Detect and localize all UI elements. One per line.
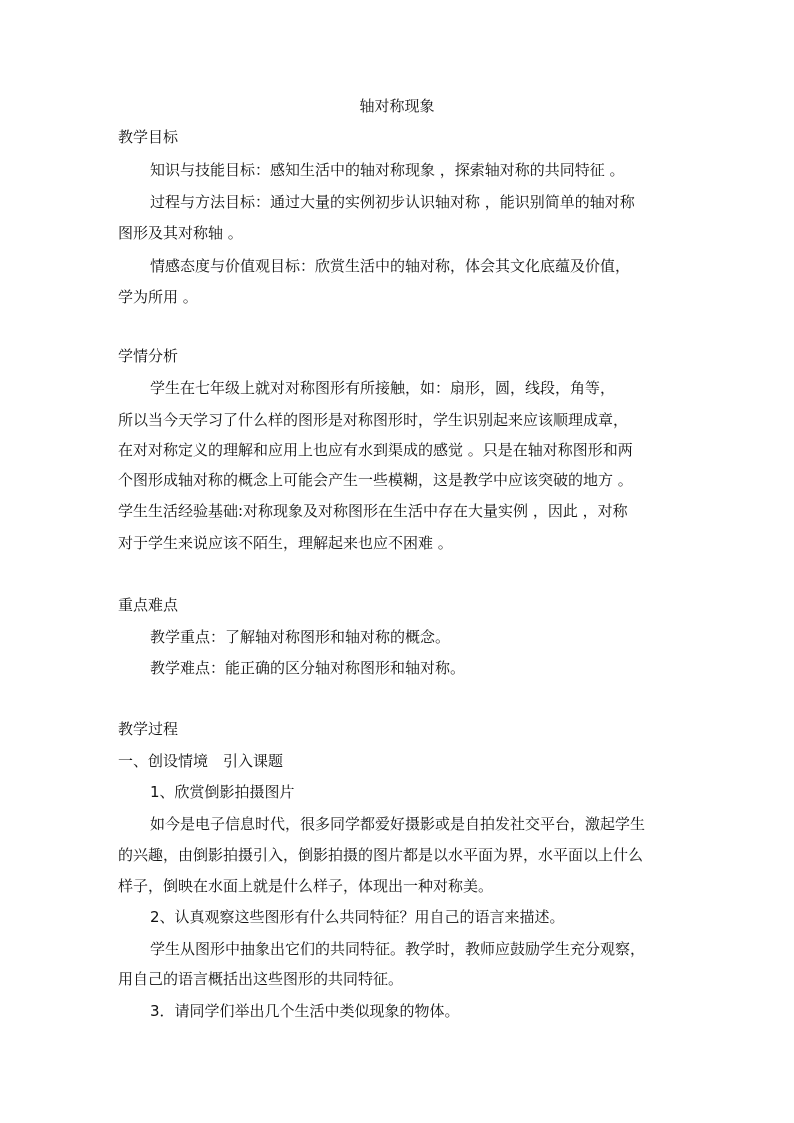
- section-heading-objectives: 教学目标: [118, 128, 179, 146]
- paragraph-line: 情感态度与价值观目标：欣赏生活中的轴对称，体会其文化底蕴及价值，: [150, 257, 631, 275]
- paragraph-line: 1、欣赏倒影拍摄图片: [150, 783, 295, 801]
- paragraph-line: 对于学生来说应该不陌生，理解起来也应不困难 。: [118, 534, 453, 552]
- paragraph-line: 学生从图形中抽象出它们的共同特征。教学时，教师应鼓励学生充分观察，: [150, 940, 646, 958]
- paragraph-line: 一、创设情境 引入课题: [118, 752, 284, 770]
- paragraph-line: 图形及其对称轴 。: [118, 224, 243, 242]
- paragraph-line: 在对对称定义的理解和应用上也应有水到渠成的感觉 。只是在轴对称图形和两: [118, 441, 633, 459]
- paragraph-line: 2、认真观察这些图形有什么共同特征？用自己的语言来描述。: [150, 908, 565, 926]
- paragraph-line: 的兴趣，由倒影拍摄引入，倒影拍摄的图片都是以水平面为界，水平面以上什么: [118, 846, 644, 864]
- paragraph-line: 教学重点：了解轴对称图形和轴对称的概念。: [150, 628, 451, 646]
- paragraph-line: 如今是电子信息时代，很多同学都爱好摄影或是自拍发社交平台，激起学生: [150, 815, 646, 833]
- paragraph-line: 用自己的语言概括出这些图形的共同特征。: [118, 970, 404, 988]
- paragraph-line: 3．请同学们举出几个生活中类似现象的物体。: [150, 1002, 460, 1020]
- section-heading-process: 教学过程: [118, 720, 179, 738]
- paragraph-line: 学为所用 。: [118, 288, 198, 306]
- section-heading-analysis: 学情分析: [118, 347, 179, 365]
- section-heading-key-points: 重点难点: [118, 596, 179, 614]
- paragraph-line: 过程与方法目标：通过大量的实例初步认识轴对称 ，能识别简单的轴对称: [150, 193, 635, 211]
- paragraph-line: 学生在七年级上就对对称图形有所接触，如：扇形，圆，线段，角等，: [150, 379, 616, 397]
- paragraph-line: 知识与技能目标：感知生活中的轴对称现象 ，探索轴对称的共同特征 。: [150, 161, 625, 179]
- paragraph-line: 样子，倒映在水面上就是什么样子，体现出一种对称美。: [118, 877, 494, 895]
- document-title: 轴对称现象: [359, 97, 435, 115]
- paragraph-line: 个图形成轴对称的概念上可能会产生一些模糊，这是教学中应该突破的地方 。: [118, 471, 633, 489]
- paragraph-line: 教学难点：能正确的区分轴对称图形和轴对称。: [150, 659, 466, 677]
- paragraph-line: 学生生活经验基础:对称现象及对称图形在生活中存在大量实例 ，因此 ，对称: [118, 502, 628, 520]
- paragraph-line: 所以当今天学习了什么样的图形是对称图形时，学生识别起来应该顺理成章，: [118, 411, 629, 429]
